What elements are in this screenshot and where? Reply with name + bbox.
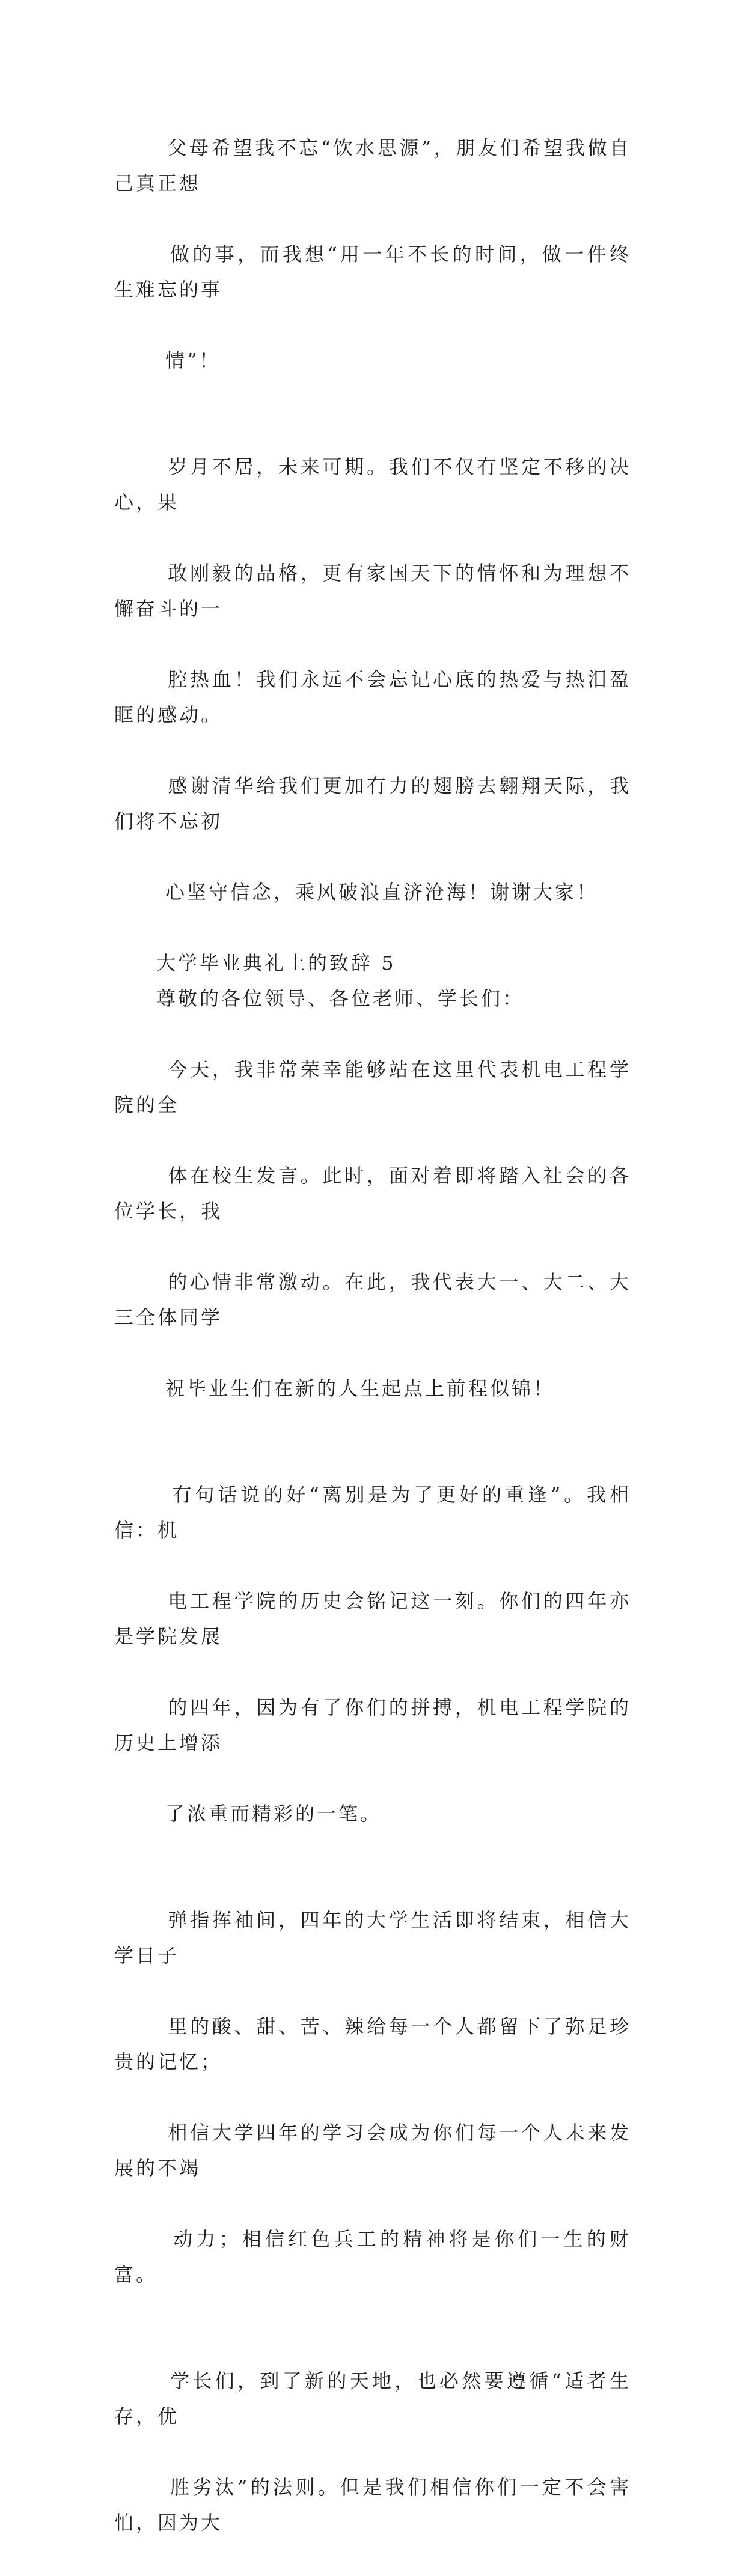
section-heading: 大学毕业典礼上的致辞 5 <box>156 952 396 974</box>
text-line: 学长们，到了新的天地，也必然要遵循“适者生存，优 <box>114 2369 631 2428</box>
text-line: 动力；相信红色兵工的精神将是你们一生的财富。 <box>114 2228 631 2286</box>
text-line: 情”！ <box>165 349 221 372</box>
text-line: 电工程学院的历史会铭记这一刻。你们的四年亦是学院发展 <box>114 1590 631 1648</box>
text-line: 做的事，而我想“用一年不长的时间，做一件终生难忘的事 <box>114 243 631 301</box>
text-line: 祝毕业生们在新的人生起点上前程似锦！ <box>165 1377 555 1400</box>
text-line: 的心情非常激动。在此，我代表大一、大二、大三全体同学 <box>114 1271 631 1329</box>
paragraph-closing <box>114 414 631 946</box>
paragraph-continuation <box>114 95 631 414</box>
text-line: 相信大学四年的学习会成为你们每一个人未来发展的不竭 <box>114 2121 631 2180</box>
salutation: 尊敬的各位领导、各位老师、学长们： <box>156 987 525 1010</box>
text-line: 了浓重而精彩的一笔。 <box>165 1802 382 1825</box>
paragraph-memories <box>114 1867 631 2328</box>
text-line: 的四年，因为有了你们的拼搏，机电工程学院的历史上增添 <box>114 1696 631 1754</box>
text-line: 敢刚毅的品格，更有家国天下的情怀和为理想不懈奋斗的一 <box>114 562 631 620</box>
text-line: 胜劣汰”的法则。但是我们相信你们一定不会害怕，因为大 <box>114 2476 631 2534</box>
text-line: 感谢清华给我们更加有力的翅膀去翱翔天际，我们将不忘初 <box>114 774 631 833</box>
text-line: 里的酸、甜、苦、辣给每一个人都留下了弥足珍贵的记忆； <box>114 2015 631 2073</box>
text-line: 有句话说的好“离别是为了更好的重逢”。我相信：机 <box>114 1483 631 1542</box>
text-line: 岁月不居，未来可期。我们不仅有坚定不移的决心，果 <box>114 455 631 514</box>
paragraph-new-world <box>114 2328 631 2576</box>
paragraph-opening <box>114 1016 631 1442</box>
document-body <box>114 95 631 2576</box>
text-line: 今天，我非常荣幸能够站在这里代表机电工程学院的全 <box>114 1058 631 1116</box>
text-line: 腔热血！我们永远不会忘记心底的热爱与热泪盈眶的感动。 <box>114 668 631 726</box>
text-line: 心坚守信念，乘风破浪直济沧海！谢谢大家！ <box>165 881 599 904</box>
text-line: 体在校生发言。此时，面对着即将踏入社会的各位学长，我 <box>114 1164 631 1223</box>
text-line: 父母希望我不忘“饮水思源”，朋友们希望我做自己真正想 <box>114 136 631 195</box>
text-line: 弹指挥袖间，四年的大学生活即将结束，相信大学日子 <box>114 1909 631 1967</box>
paragraph-history <box>114 1442 631 1867</box>
